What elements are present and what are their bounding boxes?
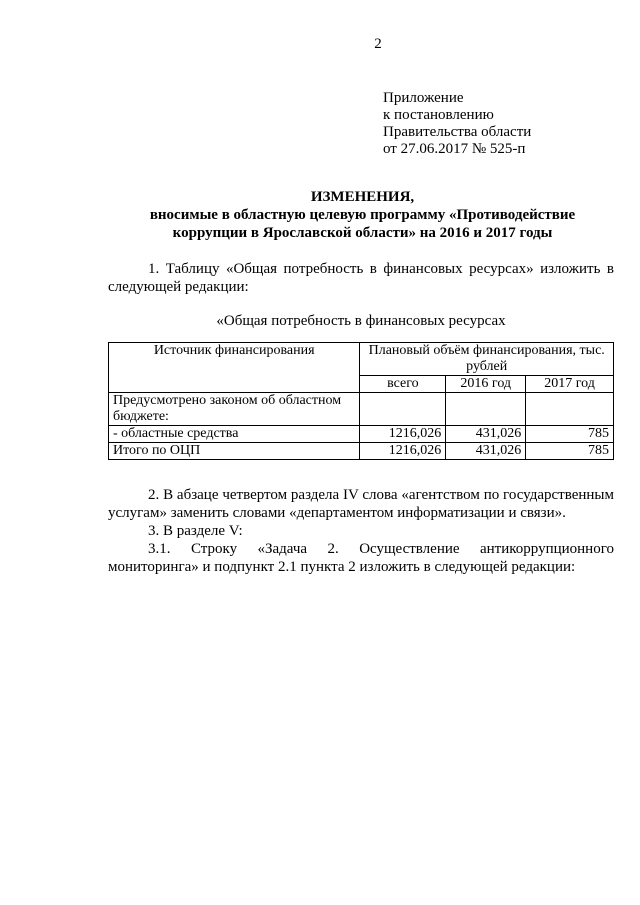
table-row (109, 443, 614, 460)
appendix-block (383, 90, 531, 158)
financing-table (108, 342, 614, 460)
row-2017: 785 (526, 443, 614, 460)
title-line: ИЗМЕНЕНИЯ, (310, 189, 415, 205)
title-line: коррупции в Ярославской области» на 2016 и 2017 годы (172, 225, 553, 241)
row-2016: 431,026 (446, 443, 526, 460)
row-2017 (526, 393, 614, 426)
row-name: Предусмотрено законом об областном бюджете: (109, 393, 360, 426)
row-name: - областные средства (109, 426, 360, 443)
row-2016: 431,026 (446, 426, 526, 443)
table-row (109, 393, 614, 426)
row-2016 (446, 393, 526, 426)
table-header-row (109, 343, 614, 376)
item-2-paragraph: 2. В абзаце четвертом раздела IV слова «агентством по государственным услугам» заменить словами «департаментом информатизации и связи». (108, 487, 614, 521)
title-line: вносимые в областную целевую программу «Противодействие (149, 207, 576, 223)
table-caption: «Общая потребность в финансовых ресурсах (216, 313, 506, 329)
appendix-line: к постановлению (383, 107, 494, 123)
page-number: 2 (374, 36, 382, 52)
row-2017: 785 (526, 426, 614, 443)
row-total (360, 393, 446, 426)
header-2017: 2017 год (526, 376, 614, 393)
row-total: 1216,026 (360, 443, 446, 460)
appendix-line: Приложение (383, 90, 464, 106)
item-3-paragraph: 3. В разделе V: (148, 523, 243, 539)
table-row (109, 426, 614, 443)
item-3-1-paragraph: 3.1. Строку «Задача 2. Осуществление антикоррупционного мониторинга» и подпункт 2.1 пункта 2 изложить в следующей редакции: (108, 541, 614, 575)
appendix-line: от 27.06.2017 № 525-п (383, 141, 526, 157)
appendix-line: Правительства области (383, 124, 532, 140)
document-title (110, 188, 615, 242)
header-2016: 2016 год (446, 376, 526, 393)
header-total: всего (360, 376, 446, 393)
item-1-paragraph: 1. Таблицу «Общая потребность в финансовых ресурсах» изложить в следующей редакции: (108, 261, 614, 295)
header-plan: Плановый объём финансирования, тыс. рублей (360, 343, 614, 376)
row-total: 1216,026 (360, 426, 446, 443)
row-name: Итого по ОЦП (109, 443, 360, 460)
header-source: Источник финансирования (109, 343, 360, 393)
